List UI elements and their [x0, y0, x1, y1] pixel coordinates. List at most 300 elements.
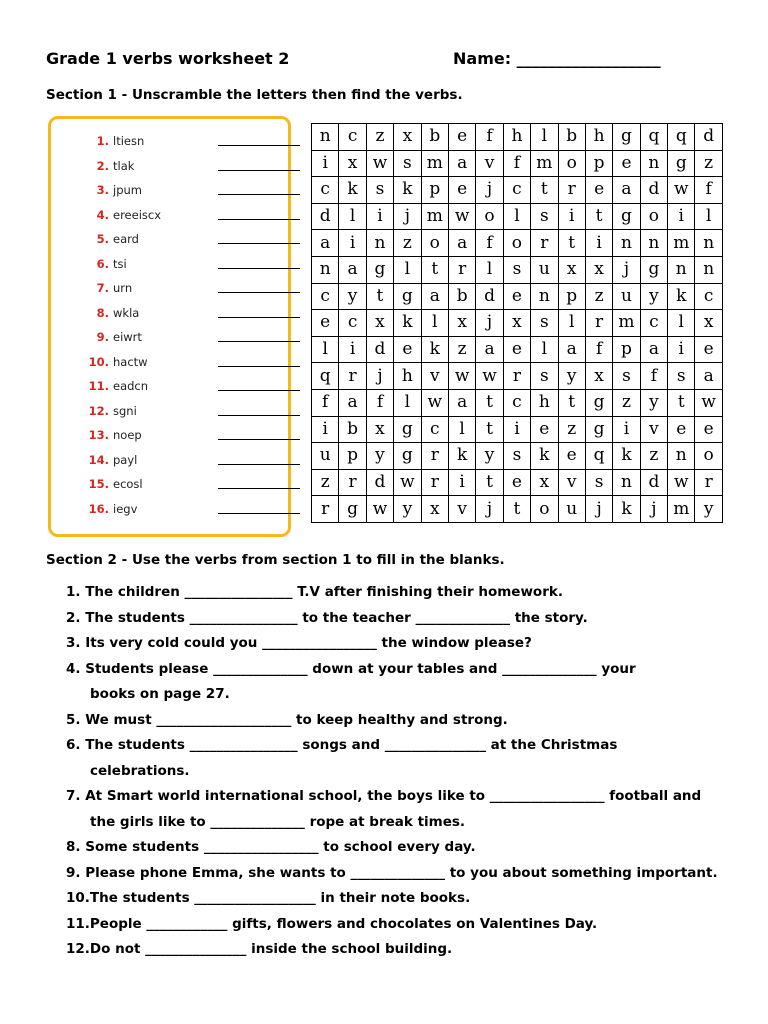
- grid-letter[interactable]: r: [448, 256, 475, 283]
- grid-letter[interactable]: t: [476, 389, 503, 416]
- grid-letter[interactable]: y: [640, 283, 667, 310]
- scramble-item: [87, 228, 173, 250]
- grid-letter[interactable]: y: [695, 496, 722, 523]
- grid-letter[interactable]: m: [421, 150, 448, 177]
- grid-letter[interactable]: a: [339, 256, 366, 283]
- grid-letter[interactable]: c: [312, 283, 339, 310]
- grid-letter[interactable]: c: [503, 177, 530, 204]
- grid-letter[interactable]: t: [531, 177, 558, 204]
- scramble-item-letters: noep: [113, 428, 142, 442]
- grid-letter[interactable]: l: [531, 124, 558, 151]
- grid-letter[interactable]: x: [531, 469, 558, 496]
- grid-letter[interactable]: j: [585, 496, 612, 523]
- grid-row: [312, 256, 723, 283]
- scramble-item-letters: tlak: [113, 158, 135, 173]
- grid-letter[interactable]: p: [558, 283, 585, 310]
- grid-letter[interactable]: s: [503, 443, 530, 470]
- grid-letter[interactable]: i: [339, 230, 366, 257]
- grid-row: [312, 416, 723, 443]
- grid-letter[interactable]: d: [312, 203, 339, 230]
- grid-letter[interactable]: w: [448, 203, 475, 230]
- grid-letter[interactable]: w: [695, 389, 722, 416]
- grid-letter[interactable]: k: [448, 443, 475, 470]
- grid-row: [312, 124, 723, 151]
- scramble-item-letters: ecosl: [113, 477, 143, 491]
- scramble-item: [87, 351, 173, 373]
- grid-letter[interactable]: i: [668, 203, 695, 230]
- grid-letter[interactable]: e: [531, 416, 558, 443]
- sentence-line: 2. The students ________________ to the teacher ______________ the story.: [66, 609, 588, 626]
- grid-letter[interactable]: x: [695, 310, 722, 337]
- grid-letter[interactable]: r: [503, 363, 530, 390]
- grid-letter[interactable]: r: [695, 469, 722, 496]
- grid-letter[interactable]: w: [668, 177, 695, 204]
- grid-letter[interactable]: y: [640, 389, 667, 416]
- grid-letter[interactable]: t: [668, 389, 695, 416]
- scramble-item: [87, 179, 173, 201]
- grid-letter[interactable]: n: [366, 230, 393, 257]
- grid-letter[interactable]: r: [558, 177, 585, 204]
- grid-letter[interactable]: f: [312, 389, 339, 416]
- answer-blank[interactable]: [218, 439, 300, 440]
- grid-letter[interactable]: s: [503, 256, 530, 283]
- grid-letter[interactable]: s: [668, 363, 695, 390]
- grid-letter[interactable]: r: [421, 469, 448, 496]
- grid-letter[interactable]: x: [558, 256, 585, 283]
- grid-letter[interactable]: o: [421, 230, 448, 257]
- scramble-item: [87, 204, 173, 226]
- scramble-item: [87, 424, 173, 446]
- grid-letter[interactable]: w: [366, 150, 393, 177]
- grid-letter[interactable]: i: [312, 150, 339, 177]
- grid-letter[interactable]: d: [640, 177, 667, 204]
- grid-letter[interactable]: j: [613, 256, 640, 283]
- grid-letter[interactable]: t: [585, 203, 612, 230]
- grid-letter[interactable]: f: [695, 177, 722, 204]
- grid-letter[interactable]: l: [695, 203, 722, 230]
- scramble-item-letters: iegv: [113, 501, 138, 516]
- grid-letter[interactable]: g: [394, 443, 421, 470]
- grid-letter[interactable]: c: [339, 124, 366, 151]
- grid-letter[interactable]: p: [613, 336, 640, 363]
- grid-row: [312, 336, 723, 363]
- grid-letter[interactable]: j: [640, 496, 667, 523]
- sentence-line: 12.Do not _______________ inside the school building.: [66, 941, 453, 957]
- grid-letter[interactable]: z: [585, 283, 612, 310]
- grid-letter[interactable]: g: [585, 416, 612, 443]
- grid-letter[interactable]: i: [366, 203, 393, 230]
- grid-letter[interactable]: k: [394, 177, 421, 204]
- grid-letter[interactable]: g: [339, 496, 366, 523]
- scramble-item: [87, 155, 173, 177]
- grid-letter[interactable]: r: [531, 230, 558, 257]
- sentence-line: 5. We must ____________________ to keep healthy and strong.: [66, 711, 508, 728]
- grid-letter[interactable]: z: [394, 230, 421, 257]
- scramble-item: [87, 400, 173, 422]
- grid-letter[interactable]: o: [640, 203, 667, 230]
- grid-letter[interactable]: x: [585, 363, 612, 390]
- grid-letter[interactable]: b: [448, 283, 475, 310]
- grid-letter[interactable]: l: [394, 389, 421, 416]
- grid-letter[interactable]: i: [668, 336, 695, 363]
- grid-letter[interactable]: d: [476, 283, 503, 310]
- grid-letter[interactable]: j: [476, 496, 503, 523]
- grid-letter[interactable]: u: [558, 496, 585, 523]
- grid-letter[interactable]: b: [421, 124, 448, 151]
- grid-row: [312, 150, 723, 177]
- answer-blank[interactable]: [218, 341, 300, 342]
- grid-letter[interactable]: j: [394, 203, 421, 230]
- grid-letter[interactable]: q: [312, 363, 339, 390]
- grid-letter[interactable]: s: [394, 150, 421, 177]
- scramble-item: [87, 302, 173, 324]
- scramble-item: [87, 253, 173, 275]
- grid-letter[interactable]: l: [339, 203, 366, 230]
- grid-letter[interactable]: r: [585, 310, 612, 337]
- grid-letter[interactable]: l: [476, 256, 503, 283]
- scramble-item-number: 16.: [88, 501, 109, 516]
- grid-letter[interactable]: m: [421, 203, 448, 230]
- grid-letter[interactable]: n: [640, 150, 667, 177]
- grid-letter[interactable]: n: [613, 469, 640, 496]
- grid-letter[interactable]: f: [366, 389, 393, 416]
- grid-letter[interactable]: k: [394, 310, 421, 337]
- grid-letter[interactable]: e: [503, 336, 530, 363]
- grid-letter[interactable]: x: [421, 496, 448, 523]
- grid-letter[interactable]: e: [613, 150, 640, 177]
- grid-letter[interactable]: w: [421, 389, 448, 416]
- scramble-item-number: 1.: [96, 134, 109, 148]
- grid-letter[interactable]: l: [668, 310, 695, 337]
- answer-blank[interactable]: [218, 464, 300, 465]
- grid-letter[interactable]: k: [421, 336, 448, 363]
- scramble-item-number: 15.: [88, 477, 109, 491]
- grid-letter[interactable]: i: [339, 336, 366, 363]
- grid-letter[interactable]: p: [421, 177, 448, 204]
- answer-blank[interactable]: [218, 145, 300, 146]
- answer-blank[interactable]: [218, 317, 300, 318]
- grid-letter[interactable]: a: [448, 230, 475, 257]
- grid-letter[interactable]: c: [695, 283, 722, 310]
- grid-letter[interactable]: i: [558, 203, 585, 230]
- grid-letter[interactable]: s: [585, 469, 612, 496]
- grid-letter[interactable]: t: [503, 496, 530, 523]
- grid-letter[interactable]: w: [394, 469, 421, 496]
- grid-letter[interactable]: z: [695, 150, 722, 177]
- grid-letter[interactable]: p: [585, 150, 612, 177]
- grid-letter[interactable]: n: [312, 124, 339, 151]
- grid-letter[interactable]: o: [558, 150, 585, 177]
- grid-letter[interactable]: o: [476, 203, 503, 230]
- sentence-line: celebrations.: [90, 762, 190, 779]
- scramble-item: [87, 130, 173, 152]
- grid-letter[interactable]: k: [339, 177, 366, 204]
- grid-letter[interactable]: v: [558, 469, 585, 496]
- grid-letter[interactable]: u: [531, 256, 558, 283]
- grid-letter[interactable]: e: [312, 310, 339, 337]
- sentence-line: 9. Please phone Emma, she wants to ______________ to you about something important.: [66, 864, 718, 881]
- grid-letter[interactable]: j: [366, 363, 393, 390]
- grid-letter[interactable]: i: [585, 230, 612, 257]
- grid-letter[interactable]: t: [558, 389, 585, 416]
- grid-letter[interactable]: l: [503, 203, 530, 230]
- grid-letter[interactable]: a: [448, 150, 475, 177]
- grid-letter[interactable]: n: [531, 283, 558, 310]
- sentence-line: 8. Some students _________________ to school every day.: [66, 839, 476, 855]
- grid-letter[interactable]: w: [448, 363, 475, 390]
- grid-letter[interactable]: r: [339, 363, 366, 390]
- grid-letter[interactable]: e: [558, 443, 585, 470]
- grid-letter[interactable]: a: [312, 230, 339, 257]
- grid-letter[interactable]: f: [476, 230, 503, 257]
- grid-letter[interactable]: v: [476, 150, 503, 177]
- scramble-item-letters: hactw: [113, 354, 148, 369]
- answer-blank[interactable]: [218, 488, 300, 489]
- grid-letter[interactable]: t: [476, 469, 503, 496]
- grid-letter[interactable]: x: [585, 256, 612, 283]
- grid-letter[interactable]: l: [394, 256, 421, 283]
- scramble-item-number: 5.: [96, 232, 109, 246]
- grid-letter[interactable]: x: [366, 310, 393, 337]
- grid-letter[interactable]: s: [531, 310, 558, 337]
- grid-letter[interactable]: c: [421, 416, 448, 443]
- grid-letter[interactable]: s: [366, 177, 393, 204]
- grid-letter[interactable]: t: [366, 283, 393, 310]
- grid-row: [312, 310, 723, 337]
- grid-letter[interactable]: z: [366, 124, 393, 151]
- grid-letter[interactable]: r: [312, 496, 339, 523]
- grid-letter[interactable]: y: [558, 363, 585, 390]
- grid-letter[interactable]: n: [668, 256, 695, 283]
- grid-letter[interactable]: g: [585, 389, 612, 416]
- grid-letter[interactable]: x: [503, 310, 530, 337]
- grid-letter[interactable]: t: [421, 256, 448, 283]
- grid-letter[interactable]: a: [695, 363, 722, 390]
- grid-letter[interactable]: u: [613, 283, 640, 310]
- grid-letter[interactable]: y: [476, 443, 503, 470]
- grid-letter[interactable]: n: [640, 230, 667, 257]
- word-search-grid: [311, 123, 723, 523]
- grid-letter[interactable]: s: [613, 363, 640, 390]
- answer-blank[interactable]: [218, 243, 300, 244]
- grid-letter[interactable]: m: [668, 496, 695, 523]
- sentence-line: books on page 27.: [90, 686, 230, 702]
- grid-letter[interactable]: k: [531, 443, 558, 470]
- scramble-item-letters: wkla: [113, 305, 140, 320]
- worksheet-title: Grade 1 verbs worksheet 2: [46, 49, 290, 68]
- grid-letter[interactable]: z: [613, 389, 640, 416]
- answer-blank[interactable]: [218, 292, 300, 293]
- grid-letter[interactable]: i: [312, 416, 339, 443]
- grid-letter[interactable]: a: [448, 389, 475, 416]
- grid-letter[interactable]: l: [531, 336, 558, 363]
- grid-letter[interactable]: r: [421, 443, 448, 470]
- grid-letter[interactable]: n: [695, 256, 722, 283]
- grid-letter[interactable]: y: [339, 283, 366, 310]
- grid-letter[interactable]: a: [558, 336, 585, 363]
- scramble-item-number: 14.: [88, 452, 109, 467]
- scramble-item: [87, 449, 173, 471]
- grid-letter[interactable]: f: [585, 336, 612, 363]
- grid-letter[interactable]: n: [695, 230, 722, 257]
- grid-letter[interactable]: g: [366, 256, 393, 283]
- grid-letter[interactable]: e: [695, 336, 722, 363]
- sentence-line: the girls like to ______________ rope at break times.: [90, 813, 466, 830]
- grid-letter[interactable]: n: [312, 256, 339, 283]
- grid-letter[interactable]: i: [503, 416, 530, 443]
- grid-letter[interactable]: e: [448, 124, 475, 151]
- scramble-item-number: 9.: [96, 330, 109, 344]
- grid-letter[interactable]: d: [640, 469, 667, 496]
- grid-letter[interactable]: h: [503, 124, 530, 151]
- grid-letter[interactable]: l: [558, 310, 585, 337]
- grid-letter[interactable]: d: [695, 124, 722, 151]
- grid-letter[interactable]: o: [695, 443, 722, 470]
- grid-letter[interactable]: l: [312, 336, 339, 363]
- grid-letter[interactable]: v: [448, 496, 475, 523]
- answer-blank[interactable]: [218, 194, 300, 195]
- grid-letter[interactable]: a: [339, 389, 366, 416]
- grid-letter[interactable]: x: [394, 124, 421, 151]
- scramble-item: [87, 326, 173, 348]
- grid-letter[interactable]: z: [312, 469, 339, 496]
- grid-letter[interactable]: x: [366, 416, 393, 443]
- grid-letter[interactable]: o: [531, 496, 558, 523]
- grid-letter[interactable]: g: [394, 283, 421, 310]
- grid-letter[interactable]: r: [339, 469, 366, 496]
- grid-letter[interactable]: p: [339, 443, 366, 470]
- grid-letter[interactable]: m: [531, 150, 558, 177]
- grid-letter[interactable]: e: [503, 469, 530, 496]
- grid-letter[interactable]: d: [366, 336, 393, 363]
- grid-letter[interactable]: i: [448, 469, 475, 496]
- grid-letter[interactable]: w: [366, 496, 393, 523]
- answer-blank[interactable]: [218, 415, 300, 416]
- grid-letter[interactable]: h: [585, 124, 612, 151]
- grid-letter[interactable]: h: [531, 389, 558, 416]
- grid-letter[interactable]: e: [695, 416, 722, 443]
- answer-blank[interactable]: [218, 170, 300, 171]
- grid-letter[interactable]: y: [394, 496, 421, 523]
- grid-letter[interactable]: b: [558, 124, 585, 151]
- grid-row: [312, 177, 723, 204]
- grid-letter[interactable]: e: [448, 177, 475, 204]
- grid-letter[interactable]: q: [585, 443, 612, 470]
- grid-letter[interactable]: a: [613, 177, 640, 204]
- grid-letter[interactable]: s: [531, 363, 558, 390]
- grid-letter[interactable]: z: [448, 336, 475, 363]
- answer-blank[interactable]: [218, 513, 300, 514]
- grid-letter[interactable]: s: [531, 203, 558, 230]
- grid-letter[interactable]: k: [613, 443, 640, 470]
- scramble-item: [87, 498, 173, 520]
- grid-letter[interactable]: l: [448, 416, 475, 443]
- grid-letter[interactable]: g: [640, 256, 667, 283]
- grid-letter[interactable]: h: [394, 363, 421, 390]
- name-field[interactable]: Name: __________________: [453, 49, 661, 68]
- section-2-heading: Section 2 - Use the verbs from section 1 to fill in the blanks.: [46, 552, 505, 568]
- grid-letter[interactable]: l: [421, 310, 448, 337]
- answer-blank[interactable]: [218, 390, 300, 391]
- grid-letter[interactable]: a: [476, 336, 503, 363]
- grid-letter[interactable]: c: [503, 389, 530, 416]
- grid-row: [312, 230, 723, 257]
- grid-letter[interactable]: f: [476, 124, 503, 151]
- grid-letter[interactable]: t: [558, 230, 585, 257]
- grid-letter[interactable]: n: [668, 443, 695, 470]
- grid-letter[interactable]: c: [312, 177, 339, 204]
- grid-letter[interactable]: f: [640, 363, 667, 390]
- grid-letter[interactable]: z: [640, 443, 667, 470]
- answer-blank[interactable]: [218, 366, 300, 367]
- grid-letter[interactable]: q: [640, 124, 667, 151]
- grid-letter[interactable]: c: [640, 310, 667, 337]
- answer-blank[interactable]: [218, 219, 300, 220]
- grid-letter[interactable]: j: [476, 310, 503, 337]
- grid-letter[interactable]: v: [640, 416, 667, 443]
- grid-letter[interactable]: u: [312, 443, 339, 470]
- grid-letter[interactable]: k: [668, 283, 695, 310]
- grid-letter[interactable]: w: [476, 363, 503, 390]
- grid-letter[interactable]: w: [668, 469, 695, 496]
- grid-letter[interactable]: z: [558, 416, 585, 443]
- grid-letter[interactable]: f: [503, 150, 530, 177]
- sentence-line: 7. At Smart world international school, the boys like to _________________ football and: [66, 788, 702, 804]
- grid-letter[interactable]: g: [668, 150, 695, 177]
- grid-letter[interactable]: v: [421, 363, 448, 390]
- grid-letter[interactable]: a: [421, 283, 448, 310]
- grid-letter[interactable]: e: [585, 177, 612, 204]
- grid-letter[interactable]: q: [668, 124, 695, 151]
- grid-letter[interactable]: e: [394, 336, 421, 363]
- grid-letter[interactable]: x: [339, 150, 366, 177]
- scramble-item-number: 13.: [88, 428, 109, 442]
- grid-letter[interactable]: e: [503, 283, 530, 310]
- grid-letter[interactable]: i: [613, 416, 640, 443]
- scramble-item-letters: eiwrt: [113, 330, 142, 344]
- grid-letter[interactable]: g: [394, 416, 421, 443]
- answer-blank[interactable]: [218, 268, 300, 269]
- scramble-item-number: 8.: [96, 305, 109, 320]
- grid-letter[interactable]: m: [613, 310, 640, 337]
- grid-letter[interactable]: d: [366, 469, 393, 496]
- sentence-line: 10.The students __________________ in their note books.: [66, 890, 471, 906]
- scramble-item-letters: ltiesn: [113, 134, 145, 148]
- grid-letter[interactable]: o: [503, 230, 530, 257]
- grid-letter[interactable]: x: [448, 310, 475, 337]
- grid-letter[interactable]: b: [339, 416, 366, 443]
- grid-row: [312, 283, 723, 310]
- grid-letter[interactable]: g: [613, 203, 640, 230]
- scramble-item-number: 3.: [96, 183, 109, 197]
- grid-letter[interactable]: n: [613, 230, 640, 257]
- grid-row: [312, 443, 723, 470]
- grid-letter[interactable]: m: [668, 230, 695, 257]
- grid-letter[interactable]: j: [476, 177, 503, 204]
- grid-letter[interactable]: y: [366, 443, 393, 470]
- scramble-item: [87, 473, 173, 495]
- grid-letter[interactable]: e: [668, 416, 695, 443]
- grid-letter[interactable]: k: [613, 496, 640, 523]
- grid-letter[interactable]: t: [476, 416, 503, 443]
- scramble-item-number: 10.: [88, 354, 109, 369]
- scramble-item-letters: urn: [113, 281, 133, 295]
- grid-letter[interactable]: g: [613, 124, 640, 151]
- grid-letter[interactable]: c: [339, 310, 366, 337]
- grid-letter[interactable]: a: [640, 336, 667, 363]
- scramble-item-letters: eadcn: [113, 379, 149, 393]
- scramble-item-number: 12.: [88, 403, 109, 418]
